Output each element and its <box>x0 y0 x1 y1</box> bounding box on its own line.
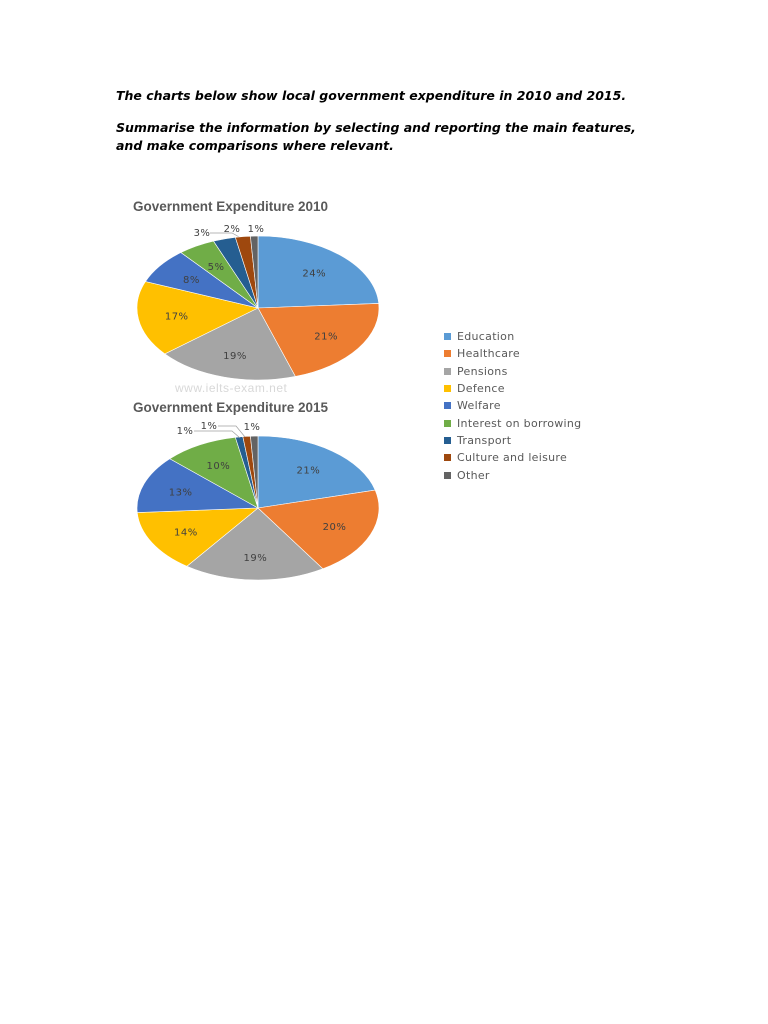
legend-item-transport <box>444 432 581 449</box>
data-label-culture-and-leisure-2015: 1% <box>200 421 218 432</box>
data-label-defence-2010: 17% <box>164 311 189 323</box>
data-label-pensions-2010: 19% <box>223 351 247 362</box>
legend-item-healthcare <box>444 345 581 362</box>
chart-title-2010: Government Expenditure 2010 <box>133 199 329 214</box>
legend-label-welfare: Welfare <box>457 399 501 413</box>
legend-label-pensions: Pensions <box>457 364 508 378</box>
chart-legend <box>444 328 581 484</box>
data-label-other-2015: 1% <box>243 422 261 433</box>
legend-swatch-transport <box>444 437 451 444</box>
legend-label-other: Other <box>457 468 490 482</box>
task-prompt-line1: The charts below show local government expenditure in 2010 and 2015. <box>116 88 627 103</box>
legend-swatch-interest-on-borrowing <box>444 420 451 427</box>
legend-swatch-culture-and-leisure <box>444 454 451 461</box>
data-label-welfare-2015: 13% <box>168 487 193 499</box>
data-label-culture-and-leisure-2010: 2% <box>223 224 241 235</box>
legend-label-culture-and-leisure: Culture and leisure <box>457 451 568 465</box>
legend-swatch-education <box>444 333 451 340</box>
data-label-education-2010: 24% <box>302 268 327 280</box>
legend-swatch-other <box>444 472 451 479</box>
legend-label-interest-on-borrowing: Interest on borrowing <box>457 416 582 430</box>
legend-swatch-pensions <box>444 368 451 375</box>
data-label-interest-on-borrowing-2015: 10% <box>206 461 231 473</box>
legend-swatch-welfare <box>444 402 451 409</box>
data-label-pensions-2015: 19% <box>243 552 268 564</box>
task-prompt-line2: Summarise the information by selecting and reporting the main features, and make comparisons where relevant. <box>116 120 636 153</box>
data-label-education-2015: 21% <box>296 465 321 477</box>
data-label-healthcare-2010: 21% <box>314 331 338 343</box>
data-label-defence-2015: 14% <box>174 527 198 539</box>
legend-label-education: Education <box>457 330 515 344</box>
data-label-interest-on-borrowing-2010: 5% <box>207 261 225 273</box>
legend-label-transport: Transport <box>457 433 512 447</box>
legend-item-culture-and-leisure <box>444 449 581 466</box>
leader-line-culture-and-leisure-2015 <box>218 426 245 437</box>
watermark-text: www.ielts-exam.net <box>175 381 288 395</box>
data-label-welfare-2010: 8% <box>182 275 200 287</box>
chart-title-2015: Government Expenditure 2015 <box>133 400 329 415</box>
legend-label-healthcare: Healthcare <box>457 347 520 361</box>
data-label-transport-2015: 1% <box>176 426 194 437</box>
data-label-other-2010: 1% <box>247 224 265 235</box>
data-label-transport-2010: 3% <box>193 228 211 239</box>
legend-item-welfare <box>444 397 581 414</box>
legend-item-other <box>444 466 581 483</box>
legend-label-defence: Defence <box>457 382 505 396</box>
legend-item-defence <box>444 380 581 397</box>
leader-line-transport-2015 <box>194 431 240 438</box>
data-label-healthcare-2015: 20% <box>322 522 347 533</box>
legend-swatch-defence <box>444 385 451 392</box>
legend-item-pensions <box>444 363 581 380</box>
legend-item-interest-on-borrowing <box>444 414 581 431</box>
legend-item-education <box>444 328 581 345</box>
legend-swatch-healthcare <box>444 350 451 357</box>
